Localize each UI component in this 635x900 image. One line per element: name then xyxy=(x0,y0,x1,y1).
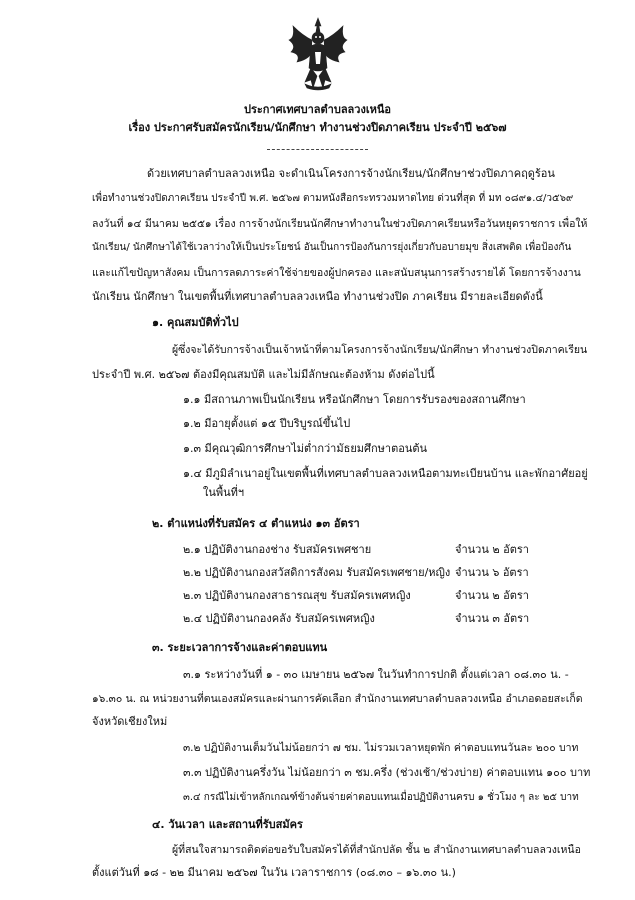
employment-period-item: จังหวัดเชียงใหม่ xyxy=(92,715,168,728)
section-1-paragraph: ผู้ซึ่งจะได้รับการจ้างเป็นเจ้าหน้าที่ตามโครงการจ้างนักเรียน/นักศึกษา ทำงานช่วงปิดภาคเรียน xyxy=(172,344,588,356)
qualification-item: ๑.๑ มีสถานภาพเป็นนักเรียน หรือนักศึกษา โดยการรับรองของสถานศึกษา xyxy=(183,393,526,406)
garuda-emblem-icon xyxy=(283,16,353,92)
qualification-item-continued: ในพื้นที่ฯ xyxy=(203,486,245,499)
qualification-item: ๑.๓ มีคุณวุฒิการศึกษาไม่ต่ำกว่ามัธยมศึกษาตอนต้น xyxy=(183,442,428,455)
section-2-heading: ๒. ตำแหน่งที่รับสมัคร ๔ ตำแหน่ง ๑๓ อัตรา xyxy=(152,517,360,530)
intro-line: ลงวันที่ ๑๔ มีนาคม ๒๕๕๑ เรื่อง การจ้างนักเรียนนักศึกษาทำงานในช่วงปิดภาคเรียนหรือวันหยุดราชการ เพื่อให้ xyxy=(92,218,588,230)
employment-period-item: ๑๖.๓๐ น. ณ หน่วยงานที่ตนเองสมัครและผ่านการคัดเลือก สำนักงานเทศบาลตำบลลวงเหนือ อำเภอดอยสะเก็ด xyxy=(92,693,583,705)
section-1-paragraph: ประจำปี พ.ศ. ๒๕๖๗ ต้องมีคุณสมบัติ และไม่มีลักษณะต้องห้าม ดังต่อไปนี้ xyxy=(92,368,435,381)
employment-period-item: ๓.๑ ระหว่างวันที่ ๑ - ๓๐ เมษายน ๒๕๖๗ ในวันทำการปกติ ตั้งแต่เวลา ๐๘.๓๐ น. - xyxy=(183,668,569,681)
qualification-item: ๑.๔ มีภูมิลำเนาอยู่ในเขตพื้นที่เทศบาลตำบลลวงเหนือตามทะเบียนบ้าน และพักอาศัยอยู่ xyxy=(183,467,588,480)
intro-line: และแก้ไขปัญหาสังคม เป็นการลดภาระค่าใช้จ่ายของผู้ปกครอง และสนับสนุนการสร้างรายได้ โดยการจ้างงาน xyxy=(92,267,581,279)
section-4-heading: ๔. วันเวลา และสถานที่รับสมัคร xyxy=(152,818,303,831)
announcement-title: ประกาศเทศบาลตำบลลวงเหนือ xyxy=(244,103,391,116)
section-3-heading: ๓. ระยะเวลาการจ้างและค่าตอบแทน xyxy=(152,641,328,654)
intro-line: ด้วยเทศบาลตำบลลวงเหนือ จะดำเนินโครงการจ้างนักเรียน/นักศึกษาช่วงปิดภาคฤดูร้อน xyxy=(147,167,555,180)
title-divider xyxy=(267,149,368,150)
intro-line: เพื่อทำงานช่วงปิดภาคเรียน ประจำปี พ.ศ. ๒๕๖๗ ตามหนังสือกระทรวงมหาดไทย ด่วนที่สุด ที่ มท ๐๘๙๑.๔/ว๕๖๙ xyxy=(92,193,574,204)
position-label: ๒.๑ ปฏิบัติงานกองช่าง รับสมัครเพศชาย xyxy=(183,543,372,556)
application-paragraph: ตั้งแต่วันที่ ๑๘ - ๒๒ มีนาคม ๒๕๖๗ ในวัน เวลาราชการ (๐๘.๓๐ – ๑๖.๓๐ น.) xyxy=(92,866,456,879)
position-amount: จำนวน ๖ อัตรา xyxy=(455,566,529,579)
compensation-item: ๓.๔ กรณีไม่เข้าหลักเกณฑ์ข้างต้นจ่ายค่าตอบแทนเมื่อปฏิบัติงานครบ ๑ ชั่วโมง ๆ ละ ๒๕ บาท xyxy=(183,792,579,803)
position-amount: จำนวน ๒ อัตรา xyxy=(455,589,529,602)
application-paragraph: ผู้ที่สนใจสามารถติดต่อขอรับใบสมัครได้ที่สำนักปลัด ชั้น ๒ สำนักงานเทศบาลตำบลลวงเหนือ xyxy=(172,844,581,856)
intro-line: นักเรียน/ นักศึกษาได้ใช้เวลาว่างให้เป็นประโยชน์ อันเป็นการป้องกันการยุ่งเกี่ยวกับอบายมุข สิ่งเสพติด เพื่อป้องกัน xyxy=(92,242,572,253)
position-label: ๒.๒ ปฏิบัติงานกองสวัสดิการสังคม รับสมัครเพศชาย/หญิง xyxy=(183,566,451,579)
compensation-item: ๓.๓ ปฏิบัติงานครึ่งวัน ไม่น้อยกว่า ๓ ชม.ครึ่ง (ช่วงเช้า/ช่วงบ่าย) ค่าตอบแทน ๑๐๐ บาท xyxy=(183,766,591,779)
qualification-item: ๑.๒ มีอายุตั้งแต่ ๑๕ ปีบริบูรณ์ขึ้นไป xyxy=(183,417,351,430)
section-1-heading: ๑. คุณสมบัติทั่วไป xyxy=(152,316,239,329)
announcement-subject: เรื่อง ประกาศรับสมัครนักเรียน/นักศึกษา ทำงานช่วงปิดภาคเรียน ประจำปี ๒๕๖๗ xyxy=(128,121,507,134)
compensation-item: ๓.๒ ปฏิบัติงานเต็มวันไม่น้อยกว่า ๗ ชม. ไม่รวมเวลาหยุดพัก ค่าตอบแทนวันละ ๒๐๐ บาท xyxy=(183,742,579,754)
position-label: ๒.๔ ปฏิบัติงานกองคลัง รับสมัครเพศหญิง xyxy=(183,612,375,625)
position-amount: จำนวน ๓ อัตรา xyxy=(455,612,530,625)
intro-line: นักเรียน นักศึกษา ในเขตพื้นที่เทศบาลตำบลลวงเหนือ ทำงานช่วงปิด ภาคเรียน มีรายละเอียดดังนี้ xyxy=(92,290,543,303)
position-label: ๒.๓ ปฏิบัติงานกองสาธารณสุข รับสมัครเพศหญิง xyxy=(183,589,411,602)
position-amount: จำนวน ๒ อัตรา xyxy=(455,543,529,556)
